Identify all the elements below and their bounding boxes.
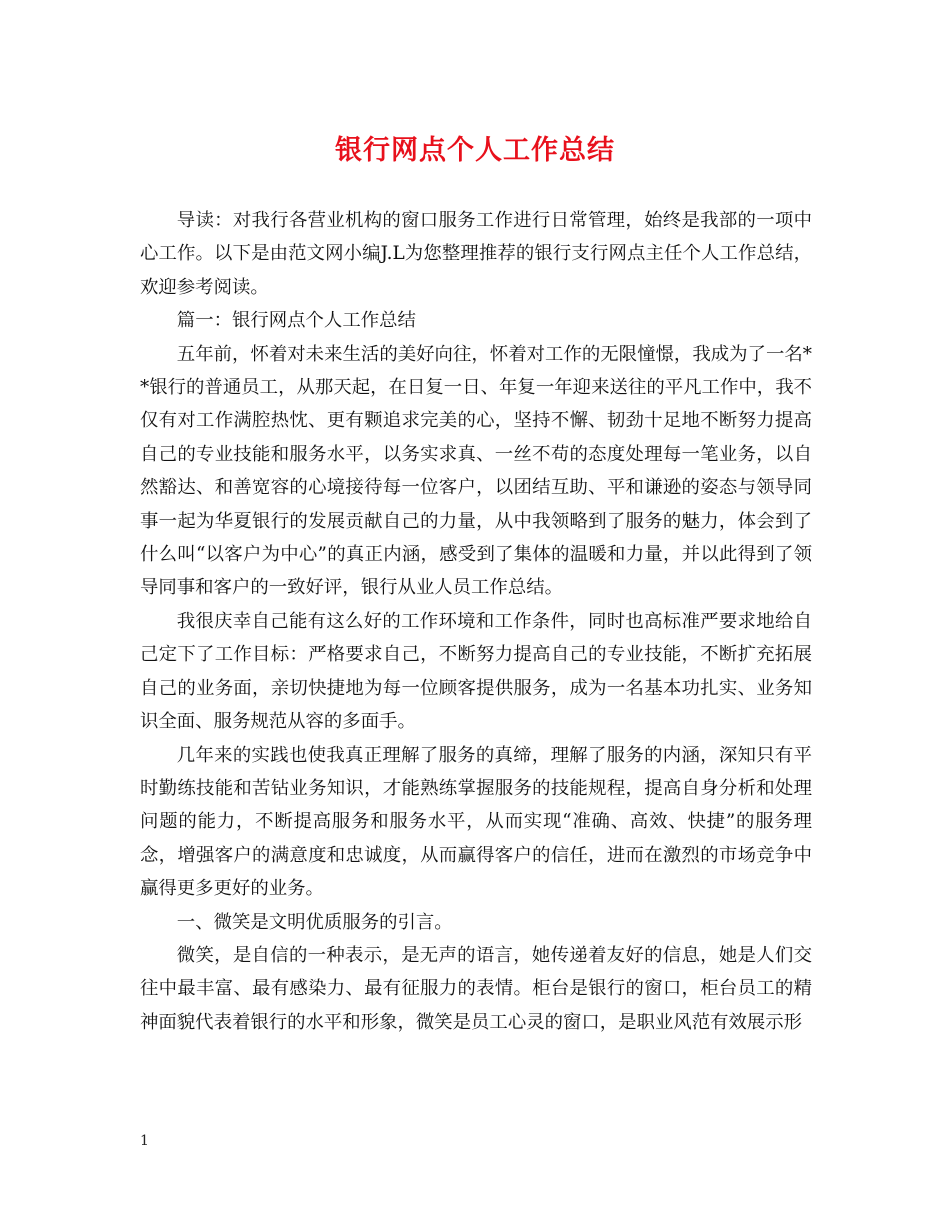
paragraph-section-heading: 篇一：银行网点个人工作总结 — [176, 310, 416, 332]
paragraph-body: 微笑，是自信的一种表示，是无声的语言，她传递着友好的信息，她是人们交往中最丰富、最有感染力、最有征服力的表情。柜台是银行的窗口，柜台员工的精神面貌代表着银行的水平和形象，微笑是员工心灵的窗口，是职业风范有效展示形 — [140, 944, 812, 1033]
document-body — [140, 204, 812, 1039]
paragraph-subheading: 一、微笑是文明优质服务的引言。 — [176, 911, 453, 933]
document-title: 银行网点个人工作总结 — [335, 135, 615, 166]
paragraph-body: 五年前，怀着对未来生活的美好向往，怀着对工作的无限憧憬，我成为了一名**银行的普通员工，从那天起，在日复一日、年复一年迎来送往的平凡工作中，我不仅有对工作满腔热忱、更有颗追求完美的心，坚持不懈、韧劲十足地不断努力提高自己的专业技能和服务水平，以务实求真、一丝不苟的态度处理每一笔业务，以自然豁达、和善宽容的心境接待每一位客户，以团结互助、平和谦逊的姿态与领导同事一起为华夏银行的发展贡献自己的力量，从中我领略到了服务的魅力，体会到了什么叫“以客户为中心”的真正内涵，感受到了集体的温暖和力量，并以此得到了领导同事和客户的一致好评，银行从业人员工作总结。 — [140, 343, 812, 599]
paragraph-intro: 导读：对我行各营业机构的窗口服务工作进行日常管理，始终是我部的一项中心工作。以下是由范文网小编J.L为您整理推荐的银行支行网点主任个人工作总结，欢迎参考阅读。 — [140, 210, 812, 298]
page-number: 1 — [140, 1133, 149, 1149]
paragraph-body: 几年来的实践也使我真正理解了服务的真缔，理解了服务的内涵，深知只有平时勤练技能和苦钻业务知识，才能熟练掌握服务的技能规程，提高自身分析和处理问题的能力，不断提高服务和服务水平，从而实现“准确、高效、快捷”的服务理念，增强客户的满意度和忠诚度，从而赢得客户的信任，进而在激烈的市场竞争中赢得更多更好的业务。 — [140, 744, 812, 900]
paragraph-body: 我很庆幸自己能有这么好的工作环境和工作条件，同时也高标准严要求地给自己定下了工作目标：严格要求自己，不断努力提高自己的专业技能，不断扩充拓展自己的业务面，亲切快捷地为每一位顾客提供服务，成为一名基本功扎实、业务知识全面、服务规范从容的多面手。 — [140, 610, 812, 733]
